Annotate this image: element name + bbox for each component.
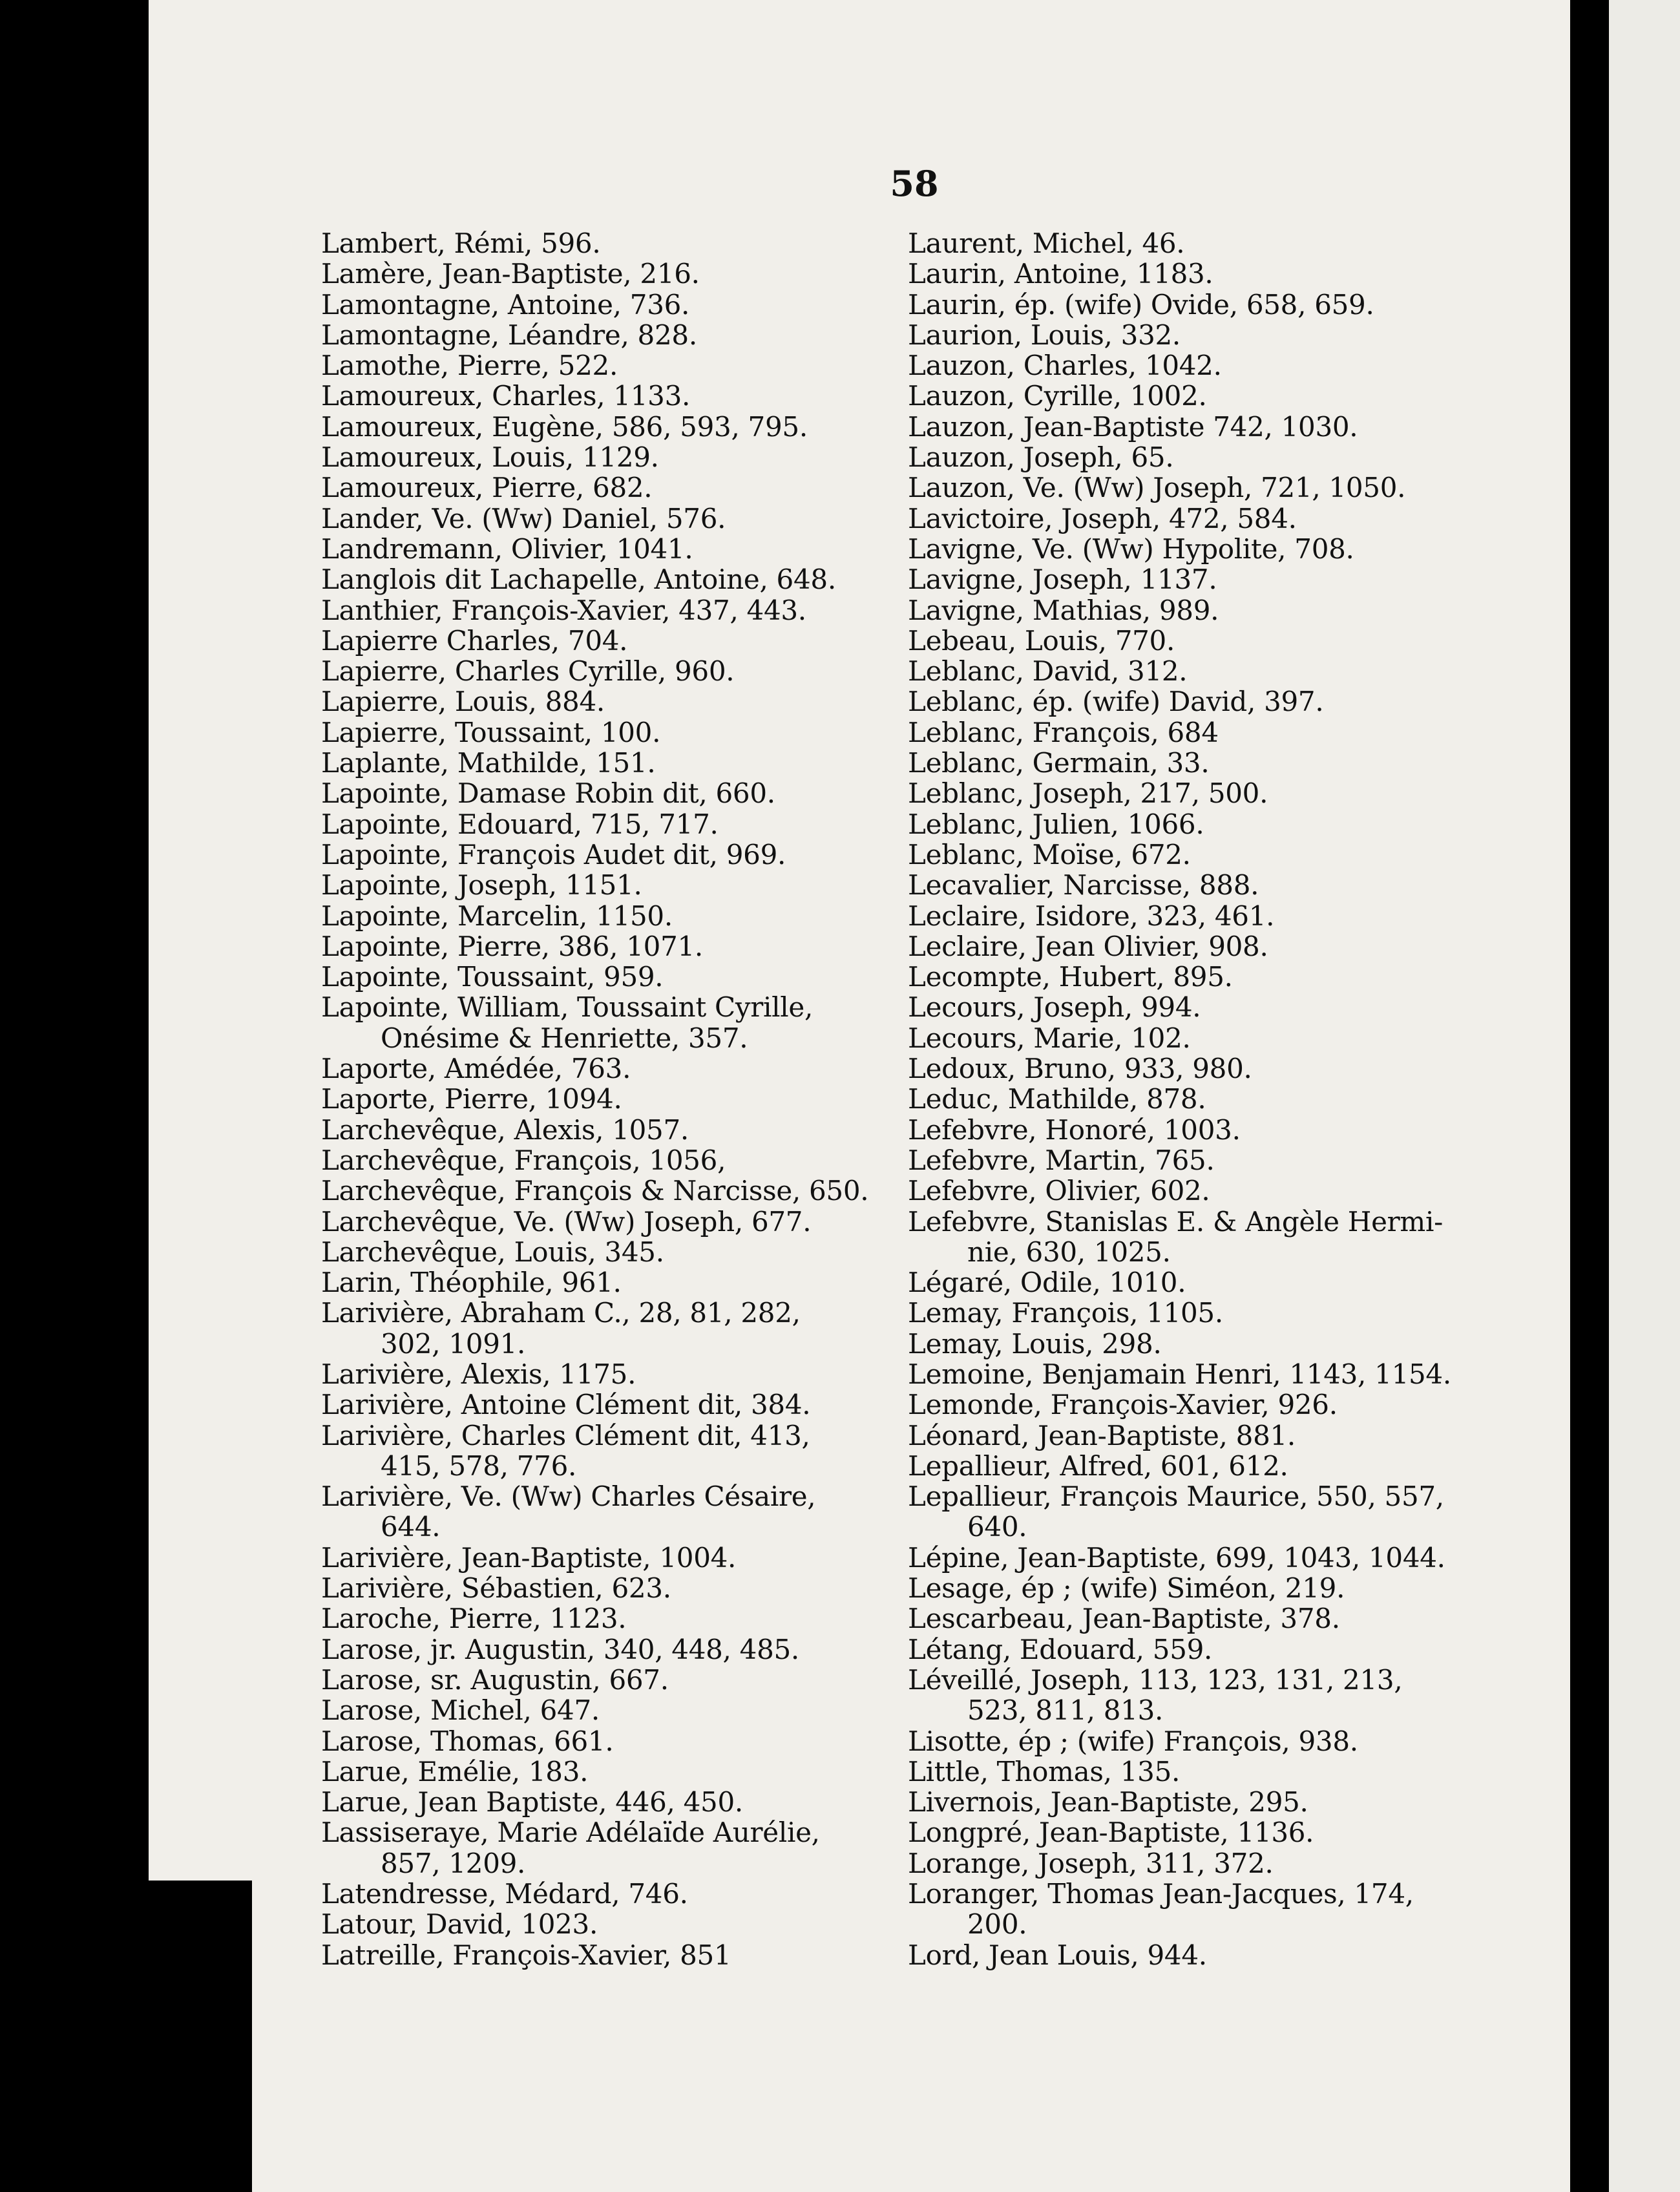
index-entry: Larchevêque, Alexis, 1057. <box>321 1113 689 1146</box>
index-entry: Lord, Jean Louis, 944. <box>908 1939 1207 1971</box>
index-entry: Larivière, Ve. (Ww) Charles Césaire, <box>321 1481 816 1513</box>
right-gutter-shadow <box>1570 0 1609 2192</box>
index-entry: Lamoureux, Pierre, 682. <box>321 472 653 504</box>
index-entry: Lamoureux, Louis, 1129. <box>321 441 659 474</box>
index-entry: Lauzon, Cyrille, 1002. <box>908 380 1207 412</box>
index-entry: Lapointe, Toussaint, 959. <box>321 961 664 993</box>
index-entry: Lauzon, Jean-Baptiste 742, 1030. <box>908 410 1358 443</box>
index-entry: Laporte, Pierre, 1094. <box>321 1083 622 1115</box>
index-entry: Larivière, Jean-Baptiste, 1004. <box>321 1541 737 1574</box>
index-entry: Lamontagne, Léandre, 828. <box>321 319 697 351</box>
index-entry: Lefebvre, Olivier, 602. <box>908 1175 1210 1207</box>
index-entry-continuation: nie, 630, 1025. <box>967 1236 1171 1268</box>
index-entry: Latendresse, Médard, 746. <box>321 1878 688 1910</box>
index-entry: Laurin, Antoine, 1183. <box>908 258 1213 290</box>
index-entry: Leblanc, Germain, 33. <box>908 747 1210 779</box>
index-entry: Latour, David, 1023. <box>321 1908 598 1941</box>
index-entry: Légaré, Odile, 1010. <box>908 1267 1186 1299</box>
index-entry: Lesage, ép ; (wife) Siméon, 219. <box>908 1572 1345 1605</box>
index-entry: Ledoux, Bruno, 933, 980. <box>908 1053 1252 1085</box>
index-column-left <box>321 228 890 1970</box>
index-entry: Lecours, Joseph, 994. <box>908 991 1201 1024</box>
index-entry: Lemoine, Benjamain Henri, 1143, 1154. <box>908 1358 1451 1390</box>
index-entry: Laroche, Pierre, 1123. <box>321 1603 627 1635</box>
index-entry-continuation: 644. <box>381 1511 441 1543</box>
facing-page-edge <box>1609 0 1680 2192</box>
index-entry: Lecours, Marie, 102. <box>908 1022 1191 1054</box>
index-entry-continuation: Onésime & Henriette, 357. <box>381 1022 748 1054</box>
index-entry: Leclaire, Jean Olivier, 908. <box>908 930 1268 962</box>
index-entry: Lecompte, Hubert, 895. <box>908 961 1233 993</box>
index-entry: Lauzon, Charles, 1042. <box>908 350 1222 382</box>
index-entry: Leblanc, David, 312. <box>908 655 1188 688</box>
index-entry-continuation: 640. <box>967 1511 1027 1543</box>
index-entry-continuation: 415, 578, 776. <box>381 1449 577 1482</box>
index-entry: Leblanc, ép. (wife) David, 397. <box>908 686 1324 718</box>
index-entry: Leblanc, Moïse, 672. <box>908 838 1191 870</box>
index-entry: Lavigne, Mathias, 989. <box>908 594 1219 626</box>
index-entry: Larchevêque, Louis, 345. <box>321 1236 664 1268</box>
index-entry: Lapierre, Charles Cyrille, 960. <box>321 655 735 688</box>
index-entry: Larchevêque, François, 1056, <box>321 1144 726 1176</box>
index-entry: Lisotte, ép ; (wife) François, 938. <box>908 1725 1358 1757</box>
index-entry: Lescarbeau, Jean-Baptiste, 378. <box>908 1603 1340 1635</box>
index-entry: Loranger, Thomas Jean-Jacques, 174, <box>908 1878 1414 1910</box>
index-entry: Lamoureux, Charles, 1133. <box>321 380 691 412</box>
index-entry: Laurin, ép. (wife) Ovide, 658, 659. <box>908 288 1374 321</box>
index-entry: Larivière, Charles Clément dit, 413, <box>321 1419 810 1451</box>
index-entry: Larivière, Antoine Clément dit, 384. <box>321 1389 811 1421</box>
index-entry: Lavictoire, Joseph, 472, 584. <box>908 502 1297 534</box>
index-entry: Lefebvre, Honoré, 1003. <box>908 1113 1241 1146</box>
index-entry: Lorange, Joseph, 311, 372. <box>908 1847 1274 1879</box>
index-entry: Lefebvre, Martin, 765. <box>908 1144 1215 1176</box>
index-entry: Lapointe, Edouard, 715, 717. <box>321 808 719 840</box>
index-entry: Lamothe, Pierre, 522. <box>321 350 618 382</box>
index-entry: Lauzon, Ve. (Ww) Joseph, 721, 1050. <box>908 472 1406 504</box>
index-entry: Landremann, Olivier, 1041. <box>321 532 693 565</box>
index-entry: Lapointe, Joseph, 1151. <box>321 869 642 901</box>
index-entry: Lemay, François, 1105. <box>908 1297 1223 1329</box>
index-entry: Laurent, Michel, 46. <box>908 227 1185 259</box>
index-entry: Lemonde, François-Xavier, 926. <box>908 1389 1338 1421</box>
left-binding-shadow <box>0 0 149 2192</box>
index-entry: Lamère, Jean-Baptiste, 216. <box>321 258 700 290</box>
index-entry: Lapointe, Pierre, 386, 1071. <box>321 930 703 962</box>
index-entry: Larose, Thomas, 661. <box>321 1725 614 1757</box>
index-entry: Leblanc, Joseph, 217, 500. <box>908 777 1268 810</box>
index-entry: Leduc, Mathilde, 878. <box>908 1083 1206 1115</box>
index-entry: Larin, Théophile, 961. <box>321 1267 622 1299</box>
index-entry: Lapierre, Louis, 884. <box>321 686 605 718</box>
index-entry: Lapointe, Marcelin, 1150. <box>321 900 673 932</box>
index-entry: Lanthier, François-Xavier, 437, 443. <box>321 594 806 626</box>
index-entry: Lecavalier, Narcisse, 888. <box>908 869 1259 901</box>
index-entry: Lefebvre, Stanislas E. & Angèle Hermi- <box>908 1205 1443 1238</box>
index-entry: Lapierre, Toussaint, 100. <box>321 716 661 748</box>
index-entry: Larue, Jean Baptiste, 446, 450. <box>321 1786 743 1818</box>
index-entry-continuation: 523, 811, 813. <box>967 1694 1164 1727</box>
index-entry: Langlois dit Lachapelle, Antoine, 648. <box>321 564 836 596</box>
page-number: 58 <box>890 163 939 204</box>
index-entry: Lauzon, Joseph, 65. <box>908 441 1174 474</box>
index-entry: Lepallieur, François Maurice, 550, 557, <box>908 1481 1444 1513</box>
index-entry: Livernois, Jean-Baptiste, 295. <box>908 1786 1308 1818</box>
index-entry: Lapointe, William, Toussaint Cyrille, <box>321 991 814 1024</box>
index-entry-continuation: 200. <box>967 1908 1027 1941</box>
page-corner-shadow <box>149 1881 252 2192</box>
index-entry: Lavigne, Joseph, 1137. <box>908 564 1217 596</box>
index-entry: Lavigne, Ve. (Ww) Hypolite, 708. <box>908 532 1354 565</box>
index-entry: Little, Thomas, 135. <box>908 1755 1181 1787</box>
index-entry: Lebeau, Louis, 770. <box>908 624 1175 657</box>
index-entry: Larchevêque, Ve. (Ww) Joseph, 677. <box>321 1205 812 1238</box>
index-entry: Létang, Edouard, 559. <box>908 1633 1213 1665</box>
index-entry: Lamoureux, Eugène, 586, 593, 795. <box>321 410 808 443</box>
index-entry: Lander, Ve. (Ww) Daniel, 576. <box>321 502 726 534</box>
index-entry: Lamontagne, Antoine, 736. <box>321 288 690 321</box>
index-entry: Laplante, Mathilde, 151. <box>321 747 656 779</box>
index-entry: Larivière, Alexis, 1175. <box>321 1358 636 1390</box>
index-entry: Larivière, Abraham C., 28, 81, 282, <box>321 1297 801 1329</box>
index-entry: Lépine, Jean-Baptiste, 699, 1043, 1044. <box>908 1541 1445 1574</box>
index-entry: Larue, Emélie, 183. <box>321 1755 589 1787</box>
index-entry: Larose, sr. Augustin, 667. <box>321 1663 669 1696</box>
index-column-right <box>908 228 1476 1970</box>
index-entry: Laurion, Louis, 332. <box>908 319 1181 351</box>
index-entry: Laporte, Amédée, 763. <box>321 1053 631 1085</box>
index-entry: Lapointe, Damase Robin dit, 660. <box>321 777 775 810</box>
index-entry: Leclaire, Isidore, 323, 461. <box>908 900 1275 932</box>
index-entry: Larose, Michel, 647. <box>321 1694 600 1727</box>
index-entry: Larchevêque, François & Narcisse, 650. <box>321 1175 869 1207</box>
index-entry: Lassiseraye, Marie Adélaïde Aurélie, <box>321 1817 820 1849</box>
index-entry: Leblanc, Julien, 1066. <box>908 808 1204 840</box>
index-entry: Longpré, Jean-Baptiste, 1136. <box>908 1817 1314 1849</box>
index-entry: Lapierre Charles, 704. <box>321 624 628 657</box>
index-entry: Larose, jr. Augustin, 340, 448, 485. <box>321 1633 799 1665</box>
index-entry: Léveillé, Joseph, 113, 123, 131, 213, <box>908 1663 1403 1696</box>
index-entry: Lepallieur, Alfred, 601, 612. <box>908 1449 1288 1482</box>
index-entry: Leblanc, François, 684 <box>908 716 1219 748</box>
index-entry-continuation: 302, 1091. <box>381 1327 526 1360</box>
index-entry: Lemay, Louis, 298. <box>908 1327 1162 1360</box>
index-entry: Léonard, Jean-Baptiste, 881. <box>908 1419 1296 1451</box>
index-entry: Lambert, Rémi, 596. <box>321 227 601 259</box>
index-entry-continuation: 857, 1209. <box>381 1847 526 1879</box>
index-entry: Larivière, Sébastien, 623. <box>321 1572 671 1605</box>
index-entry: Lapointe, François Audet dit, 969. <box>321 838 786 870</box>
index-entry: Latreille, François-Xavier, 851 <box>321 1939 731 1971</box>
